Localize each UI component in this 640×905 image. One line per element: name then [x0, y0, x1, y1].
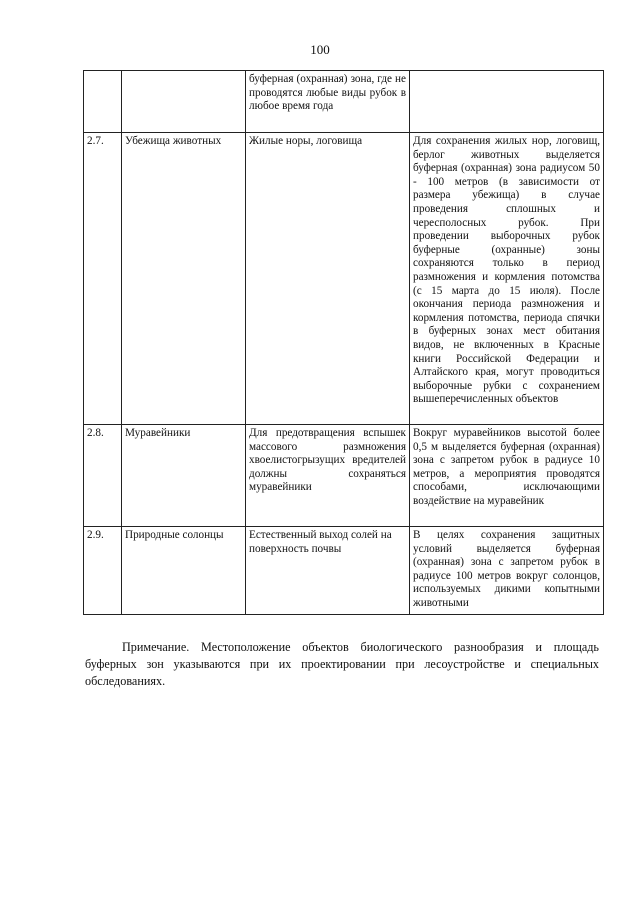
- table-row: [84, 71, 604, 133]
- cell-object: буферная (охранная) зона, где не проводятся любые виды рубок в любое время года: [246, 71, 410, 133]
- cell-measure: [410, 71, 604, 133]
- table-row: [84, 133, 604, 425]
- cell-name: Муравейники: [122, 425, 246, 527]
- cell-measure: Вокруг муравейников высотой более 0,5 м выделяется буферная (охранная) зона с запретом рубок в радиусе 10 метров, а мероприятия проводятся способами, исключающими воздействие на муравейник: [410, 425, 604, 527]
- footnote: Примечание. Местоположение объектов биологического разнообразия и площадь буферных зон указываются при их проектировании при лесоустройстве и специальных обследованиях.: [85, 640, 599, 689]
- cell-number: 2.9.: [84, 527, 122, 615]
- cell-measure: В целях сохранения защитных условий выделяется буферная (охранная) зона с запретом рубок в радиусе 100 метров вокруг солонцов, используемых дикими копытными животными: [410, 527, 604, 615]
- cell-number: 2.8.: [84, 425, 122, 527]
- table-row: [84, 425, 604, 527]
- cell-object: Естественный выход солей на поверхность почвы: [246, 527, 410, 615]
- cell-number: [84, 71, 122, 133]
- cell-object: Жилые норы, логовища: [246, 133, 410, 425]
- table-row: [84, 527, 604, 615]
- cell-object: Для предотвращения вспышек массового размножения хвоелистогрызущих вредителей должны сохраняться муравейники: [246, 425, 410, 527]
- cell-name: Природные солонцы: [122, 527, 246, 615]
- cell-number: 2.7.: [84, 133, 122, 425]
- cell-name: Убежища животных: [122, 133, 246, 425]
- cell-name: [122, 71, 246, 133]
- biodiversity-table: [83, 70, 604, 615]
- cell-measure: Для сохранения жилых нор, логовищ, берлог животных выделяется буферная (охранная) зона радиусом 50 - 100 метров (в зависимости от размера убежища) в случае проведения сплошных и чересполосных рубок. При проведении выборочных рубок буферные (охранные) зоны сохраняются только в период размножения и кормления потомства (с 15 марта до 15 июля). После окончания периода размножения и кормления потомства, периода спячки в буферных зонах мест обитания видов, не включенных в Красные книги Российской Федерации и Алтайского края, могут проводиться выборочные рубки с сохранением вышеперечисленных объектов: [410, 133, 604, 425]
- page-number: 100: [310, 42, 330, 57]
